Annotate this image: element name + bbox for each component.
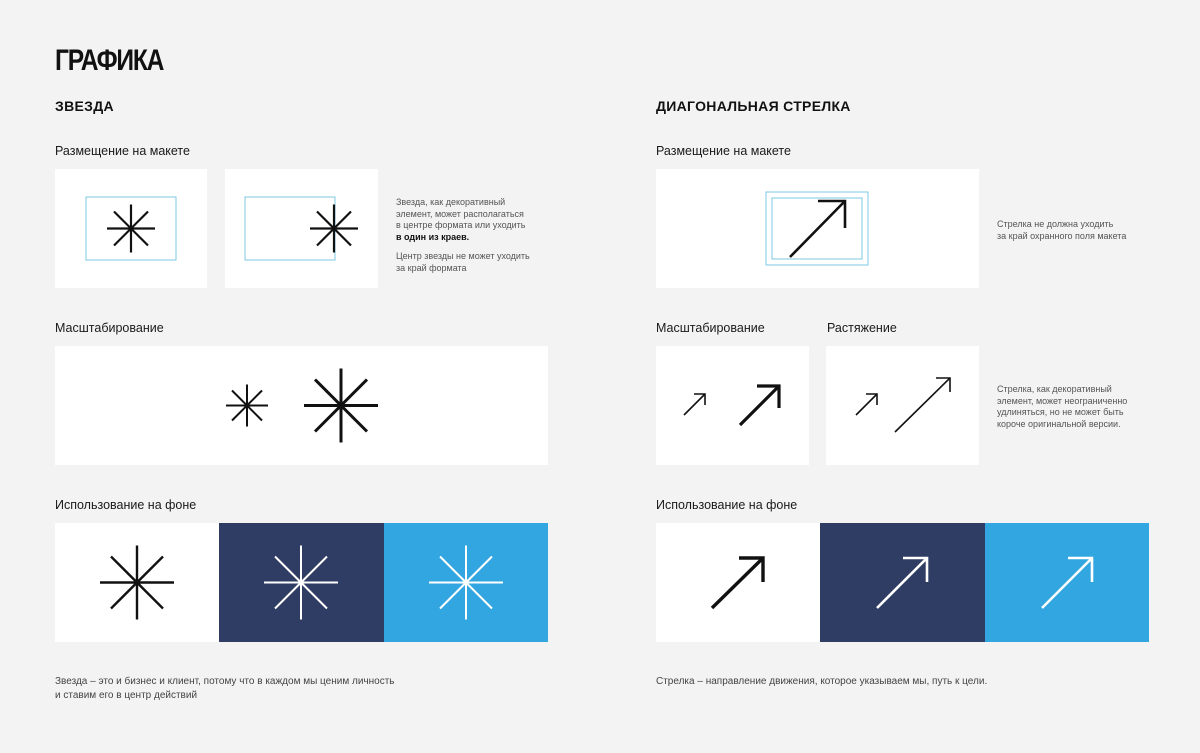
arrow-bg-white-card: [656, 523, 820, 642]
diagonal-arrow-icon-large: [740, 386, 779, 425]
diagonal-arrow-icon: [790, 201, 845, 257]
star-scaling-label: Масштабирование: [55, 321, 164, 335]
star-placement-center-card: [55, 169, 207, 288]
star-bg-navy-card: [219, 523, 384, 642]
star-icon-small: [226, 385, 268, 427]
arrow-stretch-card: [826, 346, 979, 465]
caption-line: и ставим его в центр действий: [55, 690, 198, 701]
note-line: Центр звезды не может уходить: [396, 251, 530, 261]
diagonal-arrow-icon: [1042, 558, 1092, 608]
star-background-label: Использование на фоне: [55, 498, 197, 512]
note-bold-line: в один из краев.: [396, 231, 470, 242]
star-placement-note: [396, 197, 556, 274]
note-line: удлиняться, но не может быть: [997, 407, 1124, 417]
note-line: элемент, может располагаться: [396, 208, 524, 219]
star-bg-blue-card: [384, 523, 548, 642]
note-line: за край формата: [396, 262, 467, 273]
diagonal-arrow-icon-stretched: [895, 378, 950, 432]
diagonal-arrow-icon: [712, 558, 763, 608]
star-icon: [310, 205, 358, 253]
arrow-placement-label: Размещение на макете: [656, 144, 791, 158]
star-scaling-card: [55, 346, 548, 465]
star-section-title: ЗВЕЗДА: [55, 98, 114, 114]
note-line: элемент, может неограниченно: [997, 395, 1128, 406]
star-placement-label: Размещение на макете: [55, 144, 190, 158]
arrow-placement-note: [997, 219, 1167, 242]
note-line: Стрелка не должна уходить: [997, 219, 1114, 229]
note-line: за край охранного поля макета: [997, 230, 1127, 241]
arrow-stretch-label: Растяжение: [827, 321, 897, 335]
star-icon-large: [304, 369, 378, 443]
star-icon: [107, 205, 155, 253]
star-icon: [429, 546, 503, 620]
star-icon: [264, 546, 338, 620]
arrow-caption: Стрелка – направление движения, которое указываем мы, путь к цели.: [656, 676, 988, 687]
star-icon: [100, 546, 174, 620]
diagonal-arrow-icon: [877, 558, 927, 608]
arrow-scaling-label: Масштабирование: [656, 321, 765, 335]
page-title: ГРАФИКА: [55, 44, 164, 77]
arrow-stretch-note: [997, 384, 1167, 430]
arrow-section-title: ДИАГОНАЛЬНАЯ СТРЕЛКА: [656, 98, 851, 114]
diagonal-arrow-icon-small: [684, 394, 705, 415]
note-line: Стрелка, как декоративный: [997, 384, 1112, 394]
arrow-bg-navy-card: [820, 523, 985, 642]
star-bg-white-card: [55, 523, 219, 642]
arrow-placement-card: [656, 169, 979, 288]
note-line: короче оригинальной версии.: [997, 418, 1121, 429]
note-line: в центре формата или уходить: [396, 220, 526, 230]
diagonal-arrow-icon: [856, 394, 877, 415]
arrow-scaling-card: [656, 346, 809, 465]
caption-line: Звезда – это и бизнес и клиент, потому что в каждом мы ценим личность: [55, 676, 395, 687]
note-line: Звезда, как декоративный: [396, 197, 506, 207]
arrow-background-label: Использование на фоне: [656, 498, 798, 512]
star-caption: [55, 675, 475, 703]
arrow-bg-blue-card: [985, 523, 1149, 642]
star-placement-edge-card: [225, 169, 378, 288]
